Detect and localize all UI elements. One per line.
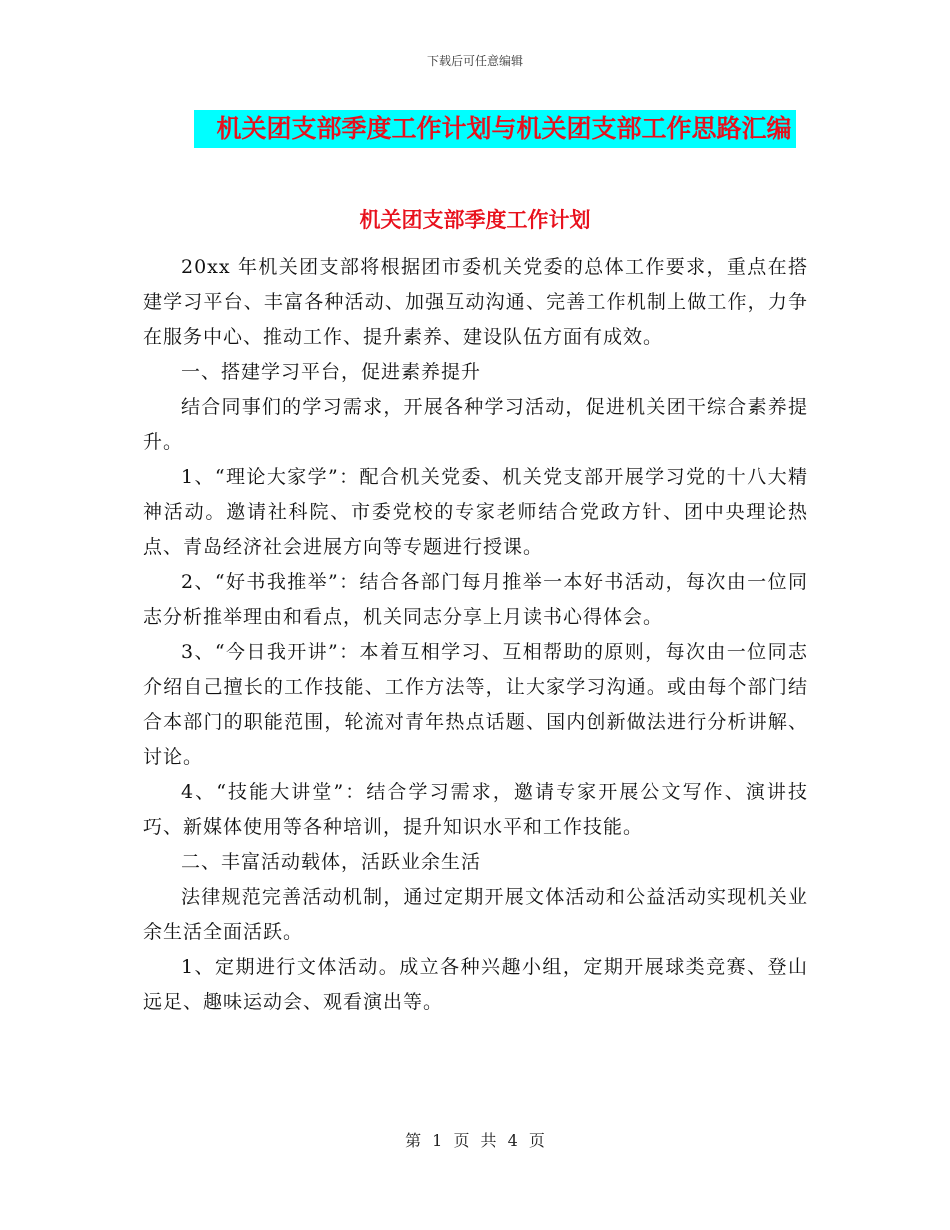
main-title: 机关团支部季度工作计划与机关团支部工作思路汇编: [194, 110, 795, 148]
header-note: 下载后可任意编辑: [426, 54, 523, 68]
main-title-container: [0, 110, 950, 148]
section-heading: 一、搭建学习平台，促进素养提升: [181, 361, 482, 383]
document-body: [143, 250, 808, 1020]
paragraph: 1、“理论大家学”：配合机关党委、机关党支部开展学习党的十八大精神活动。邀请社科院、市委党校的专家老师结合党政方针、团中央理论热点、青岛经济社会进展方向等专题进行授课。: [143, 466, 808, 558]
paragraph: 结合同事们的学习需求，开展各种学习活动，促进机关团干综合素养提升。: [143, 396, 808, 453]
paragraph: 2、“好书我推举”：结合各部门每月推举一本好书活动，每次由一位同志分析推举理由和看点，机关同志分享上月读书心得体会。: [143, 571, 808, 628]
paragraph: 3、“今日我开讲”：本着互相学习、互相帮助的原则，每次由一位同志介绍自己擅长的工作技能、工作方法等，让大家学习沟通。或由每个部门结合本部门的职能范围，轮流对青年热点话题、国内创新做法进行分析讲解、讨论。: [143, 641, 808, 768]
section-title: 机关团支部季度工作计划: [359, 208, 591, 232]
paragraph: 20xx 年机关团支部将根据团市委机关党委的总体工作要求，重点在搭建学习平台、丰富各种活动、加强互动沟通、完善工作机制上做工作，力争在服务中心、推动工作、提升素养、建设队伍方面有成效。: [143, 256, 808, 348]
section-heading: 二、丰富活动载体，活跃业余生活: [181, 851, 482, 873]
paragraph: 法律规范完善活动机制，通过定期开展文体活动和公益活动实现机关业余生活全面活跃。: [143, 886, 808, 943]
paragraph: 1、定期进行文体活动。成立各种兴趣小组，定期开展球类竞赛、登山远足、趣味运动会、观看演出等。: [143, 956, 808, 1013]
page-number: 第 1 页 共 4 页: [405, 1131, 545, 1150]
paragraph: 4、“技能大讲堂”：结合学习需求，邀请专家开展公文写作、演讲技巧、新媒体使用等各种培训，提升知识水平和工作技能。: [143, 781, 808, 838]
